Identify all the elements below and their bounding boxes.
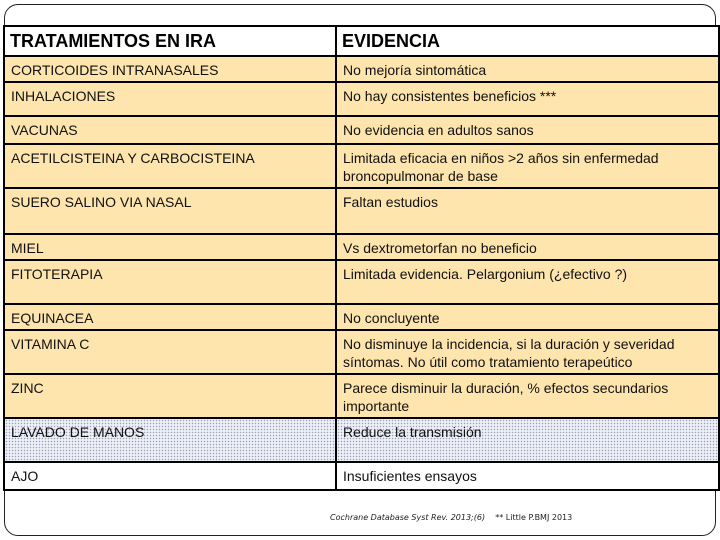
treatment-cell: INHALACIONES (4, 82, 336, 116)
evidence-cell: No concluyente (336, 304, 719, 330)
treatment-cell: EQUINACEA (4, 304, 336, 330)
table-header-row (4, 26, 719, 56)
footnote (330, 513, 572, 522)
table-row (4, 82, 719, 116)
evidence-cell: Reduce la transmisión (336, 418, 719, 462)
treatment-cell: ZINC (4, 374, 336, 418)
evidence-cell: Insuficientes ensayos (336, 462, 719, 490)
treatment-cell: ACETILCISTEINA Y CARBOCISTEINA (4, 144, 336, 188)
treatment-cell: SUERO SALINO VIA NASAL (4, 188, 336, 234)
header-treatments: TRATAMIENTOS EN IRA (4, 26, 336, 56)
evidence-cell: Limitada eficacia en niños >2 años sin enfermedad broncopulmonar de base (336, 144, 719, 188)
table-row (4, 234, 719, 260)
treatment-cell: FITOTERAPIA (4, 260, 336, 304)
citation-text: Cochrane Database Syst Rev. 2013;(6) (330, 513, 486, 522)
table-row (4, 330, 719, 374)
note-text: ** Little P.BMJ 2013 (495, 513, 573, 522)
evidence-cell: No mejoría sintomática (336, 56, 719, 82)
treatment-cell: VITAMINA C (4, 330, 336, 374)
table-row (4, 260, 719, 304)
treatment-cell: CORTICOIDES INTRANASALES (4, 56, 336, 82)
evidence-cell: No disminuye la incidencia, si la duración y severidad síntomas. No útil como tratamiento terapeútico (336, 330, 719, 374)
evidence-cell: Parece disminuir la duración, % efectos secundarios importante (336, 374, 719, 418)
treatment-cell: LAVADO DE MANOS (4, 418, 336, 462)
evidence-cell: No evidencia en adultos sanos (336, 116, 719, 144)
table-row (4, 188, 719, 234)
evidence-cell: No hay consistentes beneficios *** (336, 82, 719, 116)
table-row (4, 56, 719, 82)
evidence-cell: Vs dextrometorfan no beneficio (336, 234, 719, 260)
evidence-cell: Limitada evidencia. Pelargonium (¿efectivo ?) (336, 260, 719, 304)
evidence-cell: Faltan estudios (336, 188, 719, 234)
table-row (4, 116, 719, 144)
treatment-cell: AJO (4, 462, 336, 490)
table-row (4, 374, 719, 418)
header-evidence: EVIDENCIA (336, 26, 719, 56)
treatment-cell: VACUNAS (4, 116, 336, 144)
table-row (4, 462, 719, 490)
table-row (4, 144, 719, 188)
treatment-cell: MIEL (4, 234, 336, 260)
treatments-table (3, 25, 720, 491)
table-row (4, 418, 719, 462)
table-row (4, 304, 719, 330)
